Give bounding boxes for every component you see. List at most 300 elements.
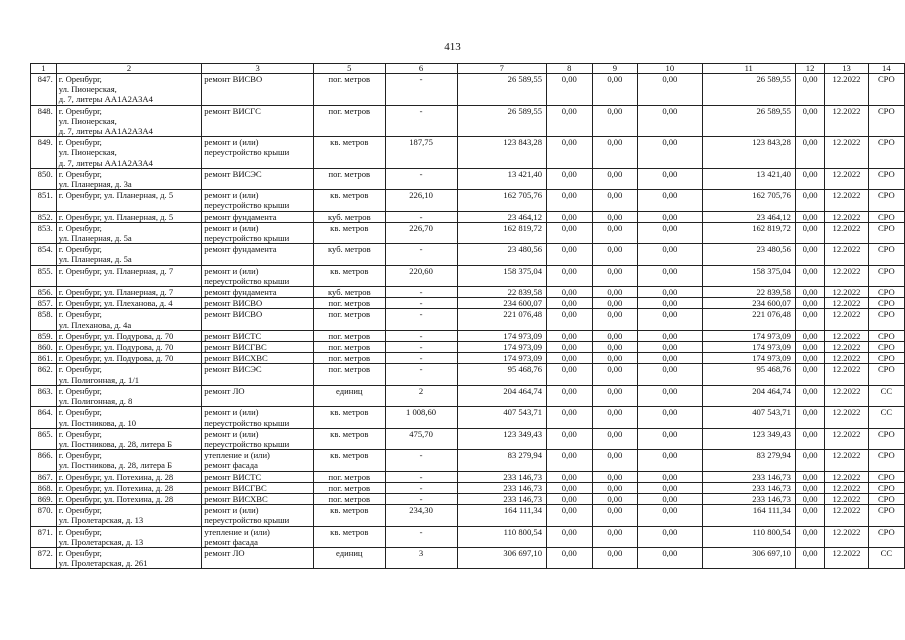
other-funds-cell: 0,00 [795,222,824,243]
table-row [31,342,905,353]
unit-cell: кв. метров [313,222,385,243]
quantity-cell: - [385,211,457,222]
work-type-cell: ремонт и (или) переустройство крыши [202,428,314,449]
work-type-cell: утепление и (или) ремонт фасада [202,526,314,547]
unit-cell: единиц [313,547,385,568]
other-funds-cell: 0,00 [795,265,824,286]
other-funds-cell: 0,00 [795,168,824,189]
table-row [31,526,905,547]
budget-cell: 0,00 [592,342,638,353]
row-number: 864. [31,407,57,428]
address-cell: г. Оренбург, ул. Пионерская, д. 7, литеры АА1А2А3А4 [56,137,202,169]
quantity-cell: - [385,74,457,106]
unit-cell: пог. метров [313,471,385,482]
row-number: 871. [31,526,57,547]
other-funds-cell: 0,00 [795,364,824,385]
local-budget-cell: 0,00 [638,168,702,189]
total-cost-cell: 174 973,09 [457,353,547,364]
quantity-cell: - [385,309,457,330]
column-header: 7 [457,64,547,74]
local-budget-cell: 0,00 [638,211,702,222]
unit-cell: куб. метров [313,211,385,222]
other-funds-cell: 0,00 [795,493,824,504]
local-budget-cell: 0,00 [638,287,702,298]
deadline-cell: 12.2022 [825,482,868,493]
deadline-cell: 12.2022 [825,265,868,286]
budget-cell: 0,00 [592,364,638,385]
fund-cell: 0,00 [547,105,593,137]
quantity-cell: - [385,342,457,353]
owners-funds-cell: 26 589,55 [702,105,795,137]
deadline-cell: 12.2022 [825,211,868,222]
row-number: 847. [31,74,57,106]
other-funds-cell: 0,00 [795,505,824,526]
address-cell: г. Оренбург, ул. Постникова, д. 10 [56,407,202,428]
address-cell: г. Оренбург, ул. Пролетарская, д. 13 [56,505,202,526]
table-row [31,364,905,385]
row-number: 866. [31,450,57,471]
address-cell: г. Оренбург, ул. Планерная, д. 7 [56,265,202,286]
unit-cell: пог. метров [313,330,385,341]
quantity-cell: 187,75 [385,137,457,169]
table-row [31,265,905,286]
deadline-cell: 12.2022 [825,330,868,341]
budget-cell: 0,00 [592,482,638,493]
local-budget-cell: 0,00 [638,526,702,547]
address-cell: г. Оренбург, ул. Пионерская, д. 7, литеры АА1А2А3А4 [56,105,202,137]
table-row [31,168,905,189]
work-type-cell: ремонт ЛО [202,547,314,568]
budget-cell: 0,00 [592,471,638,482]
local-budget-cell: 0,00 [638,265,702,286]
fund-cell: 0,00 [547,74,593,106]
work-type-cell: ремонт ВИСГВС [202,482,314,493]
work-type-cell: ремонт и (или) переустройство крыши [202,265,314,286]
address-cell: г. Оренбург, ул. Планерная, д. 5а [56,244,202,265]
method-cell: СРО [868,244,904,265]
unit-cell: пог. метров [313,298,385,309]
quantity-cell: 475,70 [385,428,457,449]
other-funds-cell: 0,00 [795,482,824,493]
row-number: 851. [31,190,57,211]
work-type-cell: ремонт и (или) переустройство крыши [202,505,314,526]
deadline-cell: 12.2022 [825,353,868,364]
budget-cell: 0,00 [592,493,638,504]
local-budget-cell: 0,00 [638,493,702,504]
row-number: 854. [31,244,57,265]
fund-cell: 0,00 [547,211,593,222]
quantity-cell: 226,10 [385,190,457,211]
other-funds-cell: 0,00 [795,211,824,222]
row-number: 862. [31,364,57,385]
address-cell: г. Оренбург, ул. Планерная, д. 5 [56,211,202,222]
owners-funds-cell: 234 600,07 [702,298,795,309]
budget-cell: 0,00 [592,265,638,286]
owners-funds-cell: 407 543,71 [702,407,795,428]
other-funds-cell: 0,00 [795,428,824,449]
quantity-cell: - [385,287,457,298]
work-type-cell: утепление и (или) ремонт фасада [202,450,314,471]
local-budget-cell: 0,00 [638,222,702,243]
table-row [31,547,905,568]
quantity-cell: 220,60 [385,265,457,286]
method-cell: СРО [868,309,904,330]
deadline-cell: 12.2022 [825,190,868,211]
method-cell: СРО [868,482,904,493]
method-cell: СРО [868,493,904,504]
row-number: 858. [31,309,57,330]
deadline-cell: 12.2022 [825,428,868,449]
column-header: 13 [825,64,868,74]
repair-schedule-table [30,63,905,569]
row-number: 850. [31,168,57,189]
deadline-cell: 12.2022 [825,105,868,137]
quantity-cell: - [385,330,457,341]
table-row [31,407,905,428]
budget-cell: 0,00 [592,244,638,265]
address-cell: г. Оренбург, ул. Подурова, д. 70 [56,330,202,341]
quantity-cell: - [385,450,457,471]
local-budget-cell: 0,00 [638,309,702,330]
column-header: 14 [868,64,904,74]
fund-cell: 0,00 [547,428,593,449]
fund-cell: 0,00 [547,137,593,169]
method-cell: СРО [868,137,904,169]
fund-cell: 0,00 [547,471,593,482]
quantity-cell: 234,30 [385,505,457,526]
other-funds-cell: 0,00 [795,244,824,265]
total-cost-cell: 164 111,34 [457,505,547,526]
work-type-cell: ремонт ВИСВО [202,74,314,106]
unit-cell: пог. метров [313,342,385,353]
column-header: 12 [795,64,824,74]
quantity-cell: 3 [385,547,457,568]
deadline-cell: 12.2022 [825,385,868,406]
method-cell: СРО [868,450,904,471]
row-number: 861. [31,353,57,364]
table-row [31,309,905,330]
owners-funds-cell: 174 973,09 [702,342,795,353]
local-budget-cell: 0,00 [638,505,702,526]
table-row [31,244,905,265]
method-cell: СРО [868,74,904,106]
owners-funds-cell: 164 111,34 [702,505,795,526]
table-row [31,330,905,341]
column-header: 2 [56,64,202,74]
work-type-cell: ремонт ВИСГВС [202,342,314,353]
method-cell: СРО [868,364,904,385]
method-cell: СРО [868,105,904,137]
owners-funds-cell: 174 973,09 [702,353,795,364]
work-type-cell: ремонт ВИСТС [202,471,314,482]
row-number: 852. [31,211,57,222]
table-row [31,385,905,406]
owners-funds-cell: 23 464,12 [702,211,795,222]
total-cost-cell: 174 973,09 [457,342,547,353]
row-number: 848. [31,105,57,137]
column-header: 6 [385,64,457,74]
work-type-cell: ремонт ВИСХВС [202,353,314,364]
address-cell: г. Оренбург, ул. Постникова, д. 28, литера Б [56,450,202,471]
local-budget-cell: 0,00 [638,385,702,406]
owners-funds-cell: 233 146,73 [702,493,795,504]
quantity-cell: - [385,105,457,137]
method-cell: СС [868,385,904,406]
address-cell: г. Оренбург, ул. Потехина, д. 28 [56,471,202,482]
row-number: 870. [31,505,57,526]
table-header-row [31,64,905,74]
fund-cell: 0,00 [547,526,593,547]
other-funds-cell: 0,00 [795,74,824,106]
address-cell: г. Оренбург, ул. Планерная, д. 5а [56,222,202,243]
method-cell: СРО [868,342,904,353]
budget-cell: 0,00 [592,353,638,364]
quantity-cell: - [385,493,457,504]
method-cell: СРО [868,287,904,298]
total-cost-cell: 158 375,04 [457,265,547,286]
fund-cell: 0,00 [547,168,593,189]
budget-cell: 0,00 [592,298,638,309]
owners-funds-cell: 83 279,94 [702,450,795,471]
table-row [31,482,905,493]
address-cell: г. Оренбург, ул. Пионерская, д. 7, литеры АА1А2А3А4 [56,74,202,106]
unit-cell: пог. метров [313,105,385,137]
local-budget-cell: 0,00 [638,428,702,449]
deadline-cell: 12.2022 [825,450,868,471]
deadline-cell: 12.2022 [825,493,868,504]
local-budget-cell: 0,00 [638,105,702,137]
owners-funds-cell: 95 468,76 [702,364,795,385]
unit-cell: куб. метров [313,287,385,298]
deadline-cell: 12.2022 [825,222,868,243]
budget-cell: 0,00 [592,526,638,547]
unit-cell: пог. метров [313,493,385,504]
budget-cell: 0,00 [592,547,638,568]
budget-cell: 0,00 [592,211,638,222]
owners-funds-cell: 22 839,58 [702,287,795,298]
total-cost-cell: 204 464,74 [457,385,547,406]
budget-cell: 0,00 [592,505,638,526]
local-budget-cell: 0,00 [638,482,702,493]
other-funds-cell: 0,00 [795,450,824,471]
method-cell: СРО [868,190,904,211]
fund-cell: 0,00 [547,265,593,286]
unit-cell: кв. метров [313,407,385,428]
method-cell: СРО [868,222,904,243]
method-cell: СРО [868,353,904,364]
total-cost-cell: 26 589,55 [457,105,547,137]
total-cost-cell: 95 468,76 [457,364,547,385]
column-header: 9 [592,64,638,74]
local-budget-cell: 0,00 [638,190,702,211]
other-funds-cell: 0,00 [795,407,824,428]
owners-funds-cell: 174 973,09 [702,330,795,341]
deadline-cell: 12.2022 [825,168,868,189]
unit-cell: кв. метров [313,526,385,547]
total-cost-cell: 123 349,43 [457,428,547,449]
method-cell: СРО [868,265,904,286]
unit-cell: пог. метров [313,168,385,189]
row-number: 869. [31,493,57,504]
unit-cell: пог. метров [313,74,385,106]
work-type-cell: ремонт ЛО [202,385,314,406]
owners-funds-cell: 204 464,74 [702,385,795,406]
method-cell: СРО [868,330,904,341]
column-header: 5 [313,64,385,74]
method-cell: СРО [868,428,904,449]
table-row [31,450,905,471]
owners-funds-cell: 233 146,73 [702,471,795,482]
method-cell: СРО [868,505,904,526]
fund-cell: 0,00 [547,330,593,341]
quantity-cell: - [385,168,457,189]
address-cell: г. Оренбург, ул. Потехина, д. 28 [56,493,202,504]
method-cell: СРО [868,526,904,547]
work-type-cell: ремонт фундамента [202,287,314,298]
fund-cell: 0,00 [547,309,593,330]
work-type-cell: ремонт и (или) переустройство крыши [202,407,314,428]
table-row [31,137,905,169]
table-row [31,190,905,211]
total-cost-cell: 233 146,73 [457,493,547,504]
row-number: 863. [31,385,57,406]
address-cell: г. Оренбург, ул. Пролетарская, д. 261 [56,547,202,568]
table-row [31,211,905,222]
deadline-cell: 12.2022 [825,407,868,428]
table-row [31,505,905,526]
budget-cell: 0,00 [592,385,638,406]
total-cost-cell: 162 705,76 [457,190,547,211]
total-cost-cell: 110 800,54 [457,526,547,547]
row-number: 853. [31,222,57,243]
local-budget-cell: 0,00 [638,342,702,353]
method-cell: СРО [868,298,904,309]
total-cost-cell: 83 279,94 [457,450,547,471]
address-cell: г. Оренбург, ул. Планерная, д. 7 [56,287,202,298]
page-number: 413 [444,41,461,53]
work-type-cell: ремонт и (или) переустройство крыши [202,222,314,243]
method-cell: СС [868,547,904,568]
deadline-cell: 12.2022 [825,244,868,265]
local-budget-cell: 0,00 [638,547,702,568]
total-cost-cell: 22 839,58 [457,287,547,298]
column-header: 8 [547,64,593,74]
row-number: 856. [31,287,57,298]
total-cost-cell: 123 843,28 [457,137,547,169]
other-funds-cell: 0,00 [795,353,824,364]
method-cell: СРО [868,168,904,189]
address-cell: г. Оренбург, ул. Подурова, д. 70 [56,342,202,353]
address-cell: г. Оренбург, ул. Планерная, д. 5 [56,190,202,211]
budget-cell: 0,00 [592,137,638,169]
owners-funds-cell: 110 800,54 [702,526,795,547]
deadline-cell: 12.2022 [825,287,868,298]
local-budget-cell: 0,00 [638,298,702,309]
local-budget-cell: 0,00 [638,74,702,106]
table-row [31,353,905,364]
unit-cell: кв. метров [313,505,385,526]
total-cost-cell: 221 076,48 [457,309,547,330]
fund-cell: 0,00 [547,450,593,471]
total-cost-cell: 233 146,73 [457,482,547,493]
owners-funds-cell: 26 589,55 [702,74,795,106]
method-cell: СС [868,407,904,428]
unit-cell: кв. метров [313,265,385,286]
address-cell: г. Оренбург, ул. Подурова, д. 70 [56,353,202,364]
local-budget-cell: 0,00 [638,353,702,364]
owners-funds-cell: 158 375,04 [702,265,795,286]
unit-cell: куб. метров [313,244,385,265]
fund-cell: 0,00 [547,298,593,309]
budget-cell: 0,00 [592,105,638,137]
owners-funds-cell: 23 480,56 [702,244,795,265]
deadline-cell: 12.2022 [825,526,868,547]
deadline-cell: 12.2022 [825,74,868,106]
unit-cell: единиц [313,385,385,406]
quantity-cell: - [385,482,457,493]
budget-cell: 0,00 [592,190,638,211]
column-header: 11 [702,64,795,74]
row-number: 868. [31,482,57,493]
deadline-cell: 12.2022 [825,471,868,482]
table-row [31,298,905,309]
deadline-cell: 12.2022 [825,309,868,330]
address-cell: г. Оренбург, ул. Полигонная, д. 1/1 [56,364,202,385]
row-number: 849. [31,137,57,169]
quantity-cell: - [385,471,457,482]
other-funds-cell: 0,00 [795,190,824,211]
table-row [31,428,905,449]
row-number: 859. [31,330,57,341]
fund-cell: 0,00 [547,287,593,298]
total-cost-cell: 233 146,73 [457,471,547,482]
quantity-cell: 1 008,60 [385,407,457,428]
budget-cell: 0,00 [592,450,638,471]
work-type-cell: ремонт ВИСЭС [202,364,314,385]
fund-cell: 0,00 [547,222,593,243]
fund-cell: 0,00 [547,342,593,353]
unit-cell: кв. метров [313,428,385,449]
other-funds-cell: 0,00 [795,385,824,406]
other-funds-cell: 0,00 [795,309,824,330]
unit-cell: пог. метров [313,364,385,385]
row-number: 867. [31,471,57,482]
budget-cell: 0,00 [592,168,638,189]
address-cell: г. Оренбург, ул. Плеханова, д. 4 [56,298,202,309]
address-cell: г. Оренбург, ул. Пролетарская, д. 13 [56,526,202,547]
address-cell: г. Оренбург, ул. Плеханова, д. 4а [56,309,202,330]
quantity-cell: - [385,353,457,364]
deadline-cell: 12.2022 [825,298,868,309]
deadline-cell: 12.2022 [825,342,868,353]
row-number: 860. [31,342,57,353]
total-cost-cell: 407 543,71 [457,407,547,428]
fund-cell: 0,00 [547,364,593,385]
row-number: 872. [31,547,57,568]
fund-cell: 0,00 [547,407,593,428]
quantity-cell: - [385,244,457,265]
fund-cell: 0,00 [547,505,593,526]
method-cell: СРО [868,471,904,482]
quantity-cell: 226,70 [385,222,457,243]
fund-cell: 0,00 [547,482,593,493]
work-type-cell: ремонт и (или) переустройство крыши [202,137,314,169]
unit-cell: кв. метров [313,450,385,471]
local-budget-cell: 0,00 [638,364,702,385]
owners-funds-cell: 306 697,10 [702,547,795,568]
work-type-cell: ремонт ВИСВО [202,298,314,309]
deadline-cell: 12.2022 [825,137,868,169]
